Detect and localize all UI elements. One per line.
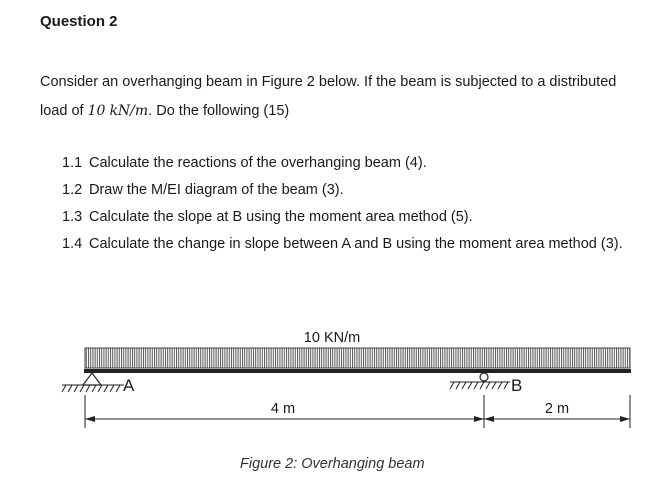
distributed-load — [85, 348, 630, 368]
task-text: Calculate the slope at B using the moment area method (5). — [89, 209, 473, 225]
support-b-label: B — [511, 376, 523, 395]
roller-support-b — [450, 373, 510, 389]
load-label: 10 KN/m — [303, 330, 361, 346]
beam — [84, 369, 631, 373]
overhang-label: 2 m — [544, 401, 570, 417]
support-a-label: A — [123, 376, 135, 395]
task-text: Calculate the change in slope between A and B using the moment area method (3). — [89, 236, 623, 252]
task-number: 1.3 — [62, 209, 83, 225]
task-text: Draw the M/EI diagram of the beam (3). — [89, 182, 344, 198]
pin-support-a — [62, 373, 124, 392]
load-unit: kN/m — [109, 103, 149, 119]
question-title: Question 2 — [40, 13, 118, 30]
task-number: 1.1 — [62, 155, 83, 171]
span-ab-label: 4 m — [270, 401, 296, 417]
task-text: Calculate the reactions of the overhanging beam (4). — [89, 155, 427, 171]
task-number: 1.4 — [62, 236, 83, 252]
task-number: 1.2 — [62, 182, 83, 198]
intro-text-before: Consider an overhanging beam in Figure 2 below. If the beam is subjected to a distributed load of — [40, 74, 617, 119]
load-value: 10 — [87, 103, 106, 119]
figure-caption: Figure 2: Overhanging beam — [240, 456, 425, 472]
intro-text-after: . Do the following (15) — [148, 103, 290, 119]
